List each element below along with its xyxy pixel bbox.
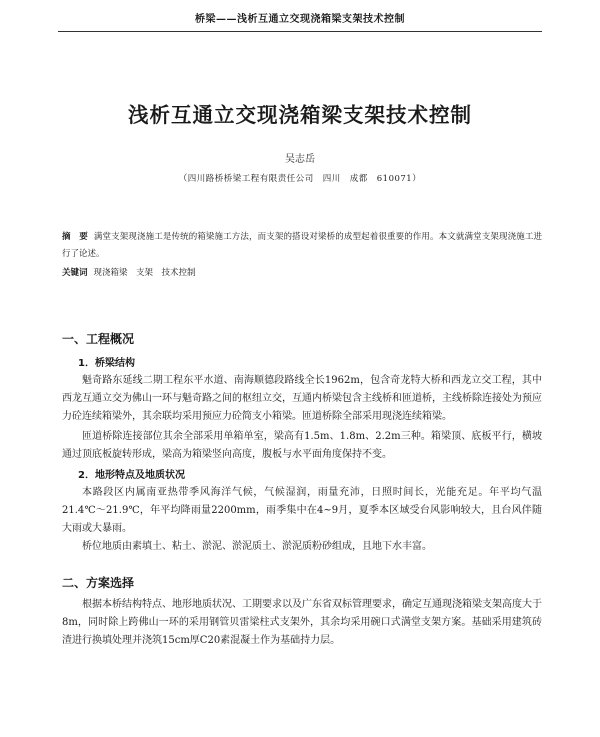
- section-2-heading: 二、方案选择: [62, 576, 135, 590]
- keywords-label: 关键词: [62, 268, 88, 278]
- paragraph-bridge-structure-1: 魁奇路东延线二期工程东平水道、南海顺德段路线全长1962m，包含奇龙特大桥和西龙立交工程，其中西龙互通立交为佛山一环与魁奇路之间的枢纽立交，互通内桥梁包含主线桥和匝道桥，主线桥除连接处为预应力砼连续箱梁外，其余联均采用预应力砼简支小箱梁。匝道桥除全部采用现浇连续箱梁。: [62, 375, 542, 422]
- subsection-1-2-heading: 2．地形特点及地质状况: [78, 470, 185, 481]
- paragraph-terrain-2: 桥位地质由素填土、粘土、淤泥、淤泥质土、淤泥质粉砂组成，且地下水丰富。: [82, 541, 432, 552]
- abstract-text: 满堂支架现浇施工是传统的箱梁施工方法，而支架的搭设对梁桥的成型起着很重要的作用。本文就满堂支架现浇施工进行了论述。: [62, 232, 542, 259]
- paragraph-bridge-structure-2: 匝道桥除连接部位其余全部采用单箱单室，梁高有1.5m、1.8m、2.2m三种。箱梁顶、底板平行，横坡通过顶底板旋转形成，梁高为箱梁竖向高度，腹板与水平面角度保持不变。: [62, 431, 542, 460]
- keywords: [62, 266, 542, 278]
- keywords-text: 现浇箱梁 支架 技术控制: [93, 268, 196, 278]
- paper-title: 浅析互通立交现浇箱梁支架技术控制: [128, 103, 472, 127]
- section-1-heading: 一、工程概况: [62, 332, 135, 346]
- abstract-label: 摘 要: [62, 232, 88, 242]
- author-affiliation: （四川路桥桥梁工程有限责任公司 四川 成都 610071）: [178, 174, 422, 184]
- subsection-1-1-heading: 1．桥梁结构: [78, 358, 135, 369]
- author-name: 吴志岳: [285, 154, 315, 165]
- running-header: 桥梁——浅析互通立交现浇箱梁支架技术控制: [58, 10, 542, 32]
- paragraph-terrain-1: 本路段区内属南亚热带季风海洋气候，气候湿润，雨量充沛，日照时间长，光能充足。年平均气温21.4℃～21.9℃，年平均降雨量2200mm，雨季集中在4~9月，夏季本区域受台风影响较大，且台风伴随大雨或大暴雨。: [62, 487, 542, 534]
- abstract: [62, 229, 542, 263]
- paragraph-scheme-selection: 根据本桥结构特点、地形地质状况、工期要求以及广东省双标管理要求，确定互通现浇箱梁支架高度大于8m，同时除上跨佛山一环的采用钢管贝雷梁柱式支架外，其余均采用碗口式满堂支架方案。基础采用建筑砖渣进行换填处理并浇筑15cm厚C20素混凝土作为基础持力层。: [62, 599, 542, 646]
